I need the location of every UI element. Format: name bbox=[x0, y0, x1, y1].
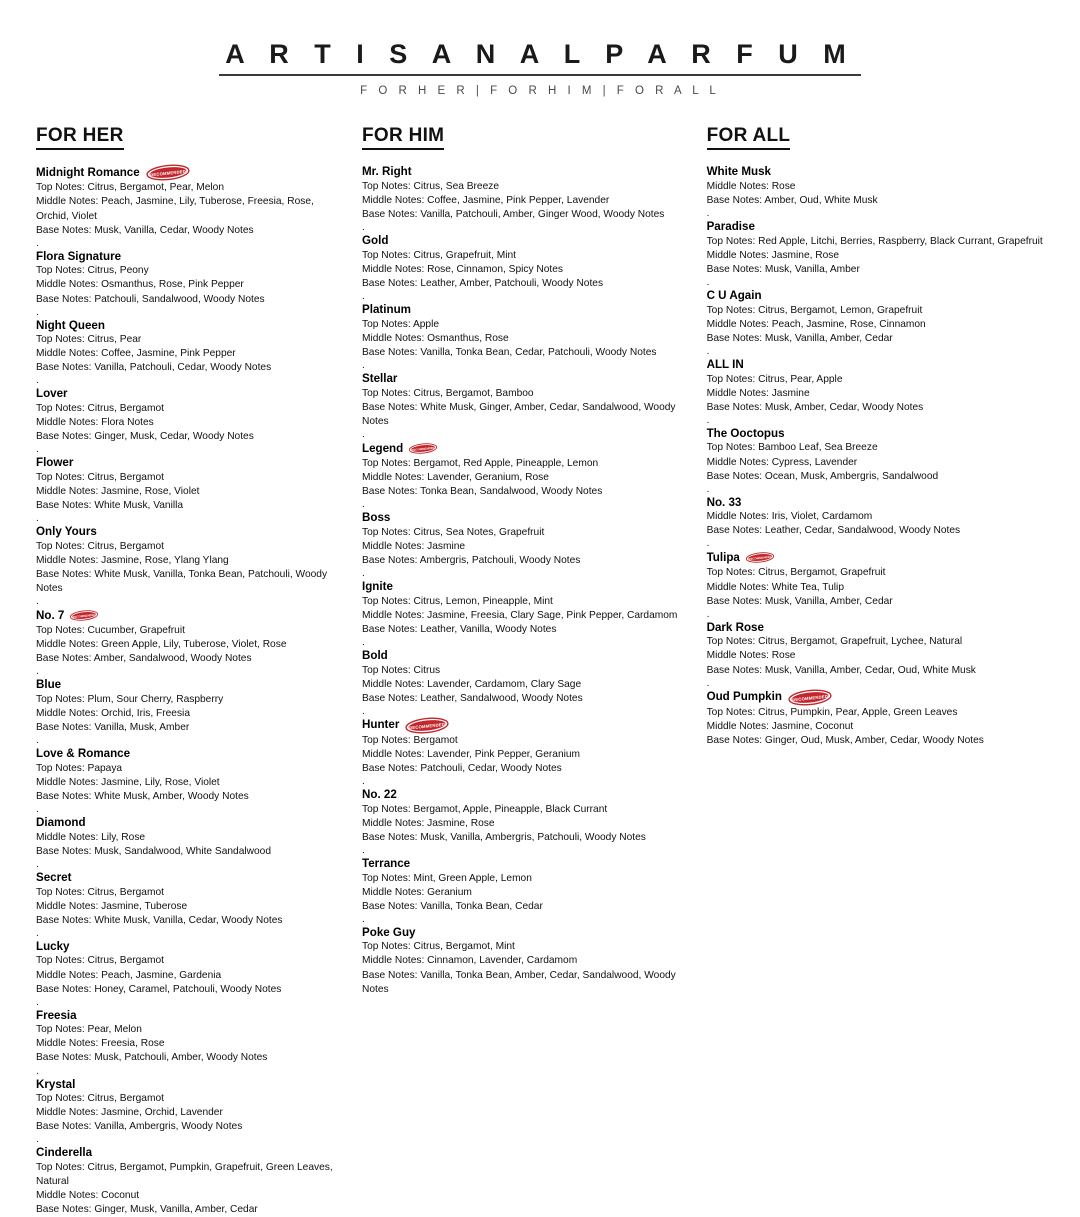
product-name-label: Oud Pumpkin bbox=[706, 690, 782, 704]
product-note-line: Top Notes: Citrus, Bergamot, Grapefruit, Lychee, Natural bbox=[706, 636, 963, 648]
product-note-line: Top Notes: Citrus, Pear bbox=[36, 334, 142, 346]
product-note-line: Base Notes: Ocean, Musk, Ambergris, Sandalwood bbox=[706, 470, 939, 482]
product-name-label: Hunter bbox=[362, 718, 400, 732]
product-note-line: Middle Notes: Cypress, Lavender bbox=[706, 456, 858, 468]
entry-separator: . bbox=[36, 306, 39, 318]
entry-separator: . bbox=[36, 596, 39, 608]
product-name bbox=[362, 510, 693, 526]
product-name bbox=[362, 648, 693, 664]
product-note-line: Base Notes: White Musk, Vanilla, Cedar, Woody Notes bbox=[36, 914, 283, 926]
product-note-line: Base Notes: Musk, Vanilla, Amber, Cedar, Oud, White Musk bbox=[706, 664, 976, 676]
product-entry bbox=[707, 219, 1044, 288]
product-note-line: Top Notes: Citrus bbox=[362, 664, 441, 676]
product-note-line: Base Notes: Ginger, Oud, Musk, Amber, Cedar, Woody Notes bbox=[706, 734, 984, 746]
column-title-for-all: FOR ALL bbox=[707, 125, 791, 150]
product-note-line: Base Notes: White Musk, Vanilla bbox=[36, 500, 184, 512]
product-name-label: The Ooctopus bbox=[706, 426, 785, 440]
product-note-line: Top Notes: Citrus, Pear, Apple bbox=[706, 373, 843, 385]
product-note-line: Top Notes: Citrus, Bergamot bbox=[36, 403, 164, 415]
product-note-line: Middle Notes: Jasmine, Rose bbox=[706, 249, 840, 261]
entry-separator: . bbox=[36, 858, 39, 870]
column-for-her bbox=[36, 125, 362, 1217]
product-note-line: Middle Notes: Jasmine, Freesia, Clary Sage, Pink Pepper, Cardamom bbox=[362, 609, 678, 621]
product-note-line: Base Notes: Vanilla, Ambergris, Woody Notes bbox=[36, 1121, 243, 1133]
product-entry bbox=[707, 620, 1044, 689]
product-entry bbox=[707, 288, 1044, 357]
product-name bbox=[36, 455, 348, 471]
product-note-line: Top Notes: Citrus, Bergamot bbox=[36, 886, 164, 898]
entry-separator: . bbox=[36, 804, 39, 816]
entry-separator: . bbox=[36, 375, 39, 387]
product-entry bbox=[36, 746, 348, 815]
product-entry bbox=[707, 495, 1044, 550]
product-note-line: Top Notes: Mint, Green Apple, Lemon bbox=[362, 872, 532, 884]
product-name-label: Freesia bbox=[36, 1008, 77, 1022]
column-title-for-her: FOR HER bbox=[36, 125, 124, 150]
product-note-line: Top Notes: Plum, Sour Cherry, Raspberry bbox=[36, 694, 224, 706]
product-name bbox=[36, 677, 348, 693]
product-entry bbox=[36, 249, 348, 318]
entry-separator: . bbox=[706, 277, 710, 289]
product-note-line: Top Notes: Red Apple, Litchi, Berries, Raspberry, Black Currant, Grapefruit bbox=[706, 235, 1043, 247]
product-note-line: Top Notes: Bergamot bbox=[362, 734, 458, 746]
product-name-label: Cinderella bbox=[36, 1146, 93, 1160]
product-note-line: Top Notes: Citrus, Bergamot, Pear, Melon bbox=[36, 182, 224, 194]
svg-text:RECOMMENDED: RECOMMENDED bbox=[411, 446, 436, 452]
product-note-line: Base Notes: Vanilla, Tonka Bean, Cedar bbox=[362, 900, 543, 912]
product-name bbox=[707, 219, 1044, 235]
entry-separator: . bbox=[36, 927, 39, 939]
entry-separator: . bbox=[706, 414, 710, 426]
entry-separator: . bbox=[362, 636, 365, 648]
entry-separator: . bbox=[362, 222, 365, 234]
recommended-badge bbox=[69, 607, 99, 624]
product-name-label: Lover bbox=[36, 387, 68, 401]
product-entry bbox=[36, 1145, 348, 1217]
product-note-line: Top Notes: Citrus, Pumpkin, Pear, Apple, Green Leaves bbox=[706, 706, 958, 718]
product-name bbox=[36, 1145, 348, 1161]
product-name-label: White Musk bbox=[706, 165, 771, 179]
product-note-line: Middle Notes: Cinnamon, Lavender, Cardamom bbox=[362, 955, 578, 967]
product-note-line: Base Notes: Patchouli, Sandalwood, Woody Notes bbox=[36, 293, 265, 305]
product-note-line: Base Notes: Vanilla, Tonka Bean, Cedar, Patchouli, Woody Notes bbox=[362, 346, 657, 358]
product-name-label: Lucky bbox=[36, 939, 70, 953]
product-note-line: Middle Notes: Peach, Jasmine, Gardenia bbox=[36, 969, 222, 981]
product-name-label: No. 7 bbox=[36, 608, 65, 622]
product-note-line: Base Notes: Musk, Vanilla, Amber, Cedar bbox=[706, 332, 893, 344]
product-name bbox=[362, 925, 693, 941]
product-note-line: Top Notes: Citrus, Lemon, Pineapple, Mint bbox=[362, 595, 553, 607]
svg-text:RECOMMENDED: RECOMMENDED bbox=[72, 613, 97, 620]
entry-separator: . bbox=[706, 483, 710, 495]
product-note-line: Middle Notes: Lavender, Pink Pepper, Geranium bbox=[362, 748, 581, 760]
product-name-label: Platinum bbox=[362, 303, 411, 317]
entry-separator: . bbox=[706, 677, 710, 689]
product-entry bbox=[36, 164, 348, 248]
product-note-line: Base Notes: Patchouli, Cedar, Woody Notes bbox=[362, 762, 562, 774]
product-note-line: Base Notes: Leather, Sandalwood, Woody Notes bbox=[362, 692, 583, 704]
product-entry bbox=[36, 1008, 348, 1077]
product-entry bbox=[362, 787, 693, 856]
product-note-line: Top Notes: Citrus, Bergamot, Mint bbox=[362, 941, 515, 953]
product-note-line: Top Notes: Citrus, Grapefruit, Mint bbox=[362, 249, 516, 261]
product-note-line: Top Notes: Citrus, Peony bbox=[36, 265, 149, 277]
product-name bbox=[362, 787, 693, 803]
product-entry bbox=[36, 386, 348, 455]
product-name-label: Diamond bbox=[36, 816, 86, 830]
product-name bbox=[707, 549, 1044, 566]
product-note-line: Base Notes: Musk, Amber, Cedar, Woody Notes bbox=[706, 401, 924, 413]
svg-text:RECOMMENDED: RECOMMENDED bbox=[791, 693, 829, 703]
page-header bbox=[0, 0, 1080, 97]
product-note-line: Base Notes: White Musk, Amber, Woody Notes bbox=[36, 791, 249, 803]
entry-separator: . bbox=[362, 844, 365, 856]
product-note-line: Base Notes: Musk, Vanilla, Amber, Cedar bbox=[706, 595, 893, 607]
product-name bbox=[362, 164, 693, 180]
product-note-line: Base Notes: Musk, Vanilla, Amber bbox=[706, 263, 860, 275]
svg-text:RECOMMENDED: RECOMMENDED bbox=[409, 721, 446, 731]
entry-separator: . bbox=[362, 568, 365, 579]
product-note-line: Top Notes: Apple bbox=[362, 318, 440, 330]
product-note-line: Top Notes: Citrus, Bergamot bbox=[36, 540, 164, 552]
product-name bbox=[362, 856, 693, 872]
product-name-label: No. 22 bbox=[362, 787, 397, 801]
product-entry bbox=[362, 302, 693, 371]
product-name-label: Stellar bbox=[362, 372, 398, 386]
product-note-line: Middle Notes: Jasmine, Coconut bbox=[706, 720, 854, 732]
product-note-line: Middle Notes: Geranium bbox=[362, 886, 472, 898]
product-name-label: Dark Rose bbox=[706, 620, 764, 634]
product-name-label: Mr. Right bbox=[362, 165, 412, 179]
product-note-line: Base Notes: Musk, Sandalwood, White Sandalwood bbox=[36, 845, 272, 857]
entry-separator: . bbox=[362, 775, 365, 787]
product-note-line: Base Notes: Vanilla, Tonka Bean, Amber, Cedar, Sandalwood, Woody Notes bbox=[362, 969, 676, 995]
product-name-label: Midnight Romance bbox=[36, 166, 140, 180]
product-name-label: Blue bbox=[36, 678, 62, 692]
product-name bbox=[36, 249, 348, 265]
product-entry bbox=[362, 579, 693, 648]
entry-separator: . bbox=[36, 444, 39, 456]
product-note-line: Middle Notes: Rose bbox=[706, 650, 796, 662]
product-name-label: Ignite bbox=[362, 580, 393, 593]
entry-separator: . bbox=[362, 913, 365, 925]
product-name bbox=[707, 495, 1044, 511]
product-note-line: Top Notes: Bamboo Leaf, Sea Breeze bbox=[706, 442, 878, 454]
product-name bbox=[707, 689, 1044, 706]
product-note-line: Middle Notes: Jasmine, Tuberose bbox=[36, 900, 188, 912]
product-note-line: Middle Notes: Rose, Cinnamon, Spicy Notes bbox=[362, 263, 564, 275]
product-note-line: Base Notes: Ginger, Musk, Cedar, Woody Notes bbox=[36, 431, 254, 443]
product-note-line: Top Notes: Pear, Melon bbox=[36, 1024, 142, 1036]
recommended-badge bbox=[745, 549, 775, 566]
product-note-line: Middle Notes: Osmanthus, Rose bbox=[362, 332, 509, 344]
entry-separator: . bbox=[36, 996, 39, 1008]
product-entry bbox=[36, 870, 348, 939]
column-title-for-him: FOR HIM bbox=[362, 125, 444, 150]
product-note-line: Base Notes: Leather, Cedar, Sandalwood, Woody Notes bbox=[706, 525, 961, 537]
product-name bbox=[36, 386, 348, 402]
product-entry bbox=[362, 717, 693, 787]
product-entry bbox=[362, 233, 693, 302]
product-note-line: Middle Notes: Coffee, Jasmine, Pink Pepper bbox=[36, 348, 236, 360]
product-note-line: Top Notes: Citrus, Bergamot bbox=[36, 955, 164, 967]
product-name bbox=[36, 607, 348, 624]
product-name-label: Bold bbox=[362, 648, 388, 662]
product-name-label: C U Again bbox=[706, 289, 762, 303]
product-note-line: Top Notes: Citrus, Sea Notes, Grapefruit bbox=[362, 526, 545, 538]
product-name-label: Flora Signature bbox=[36, 249, 122, 263]
product-note-line: Base Notes: Ambergris, Patchouli, Woody Notes bbox=[362, 554, 581, 566]
product-name-label: Boss bbox=[362, 511, 391, 525]
product-note-line: Base Notes: Ginger, Musk, Vanilla, Amber, Cedar bbox=[36, 1204, 258, 1216]
product-name bbox=[707, 288, 1044, 304]
product-name bbox=[362, 717, 693, 734]
product-note-line: Top Notes: Bergamot, Apple, Pineapple, Black Currant bbox=[362, 803, 608, 815]
product-note-line: Middle Notes: Iris, Violet, Cardamom bbox=[706, 511, 873, 523]
product-name-label: Only Yours bbox=[36, 525, 97, 539]
entry-separator: . bbox=[362, 499, 365, 511]
product-entry bbox=[36, 607, 348, 677]
product-name-label: Gold bbox=[362, 234, 389, 248]
product-name-label: Secret bbox=[36, 870, 72, 884]
entry-separator: . bbox=[362, 360, 365, 372]
product-note-line: Middle Notes: Lavender, Cardamom, Clary Sage bbox=[362, 678, 582, 690]
product-note-line: Top Notes: Citrus, Bergamot, Lemon, Grapefruit bbox=[706, 304, 923, 316]
product-entry bbox=[707, 357, 1044, 426]
product-note-line: Middle Notes: Jasmine bbox=[362, 540, 466, 552]
product-name bbox=[36, 746, 348, 762]
product-note-line: Base Notes: Musk, Vanilla, Ambergris, Patchouli, Woody Notes bbox=[362, 831, 646, 843]
product-note-line: Base Notes: Vanilla, Patchouli, Cedar, Woody Notes bbox=[36, 362, 272, 374]
product-name bbox=[36, 1008, 348, 1024]
product-note-line: Top Notes: Citrus, Bergamot, Pumpkin, Grapefruit, Green Leaves, Natural bbox=[36, 1162, 333, 1188]
product-note-line: Top Notes: Citrus, Bergamot, Grapefruit bbox=[706, 567, 886, 579]
product-note-line: Base Notes: Amber, Sandalwood, Woody Notes bbox=[36, 653, 252, 665]
page-subtitle: F O R H E R | F O R H I M | F O R A L L bbox=[360, 85, 720, 98]
product-note-line: Top Notes: Bergamot, Red Apple, Pineapple, Lemon bbox=[362, 457, 599, 469]
product-name bbox=[362, 233, 693, 249]
product-note-line: Top Notes: Citrus, Bergamot bbox=[36, 471, 164, 483]
entry-separator: . bbox=[362, 428, 365, 440]
product-entry bbox=[36, 455, 348, 524]
product-entry bbox=[707, 426, 1044, 495]
product-name-label: Terrance bbox=[362, 856, 411, 870]
product-name-label: Poke Guy bbox=[362, 925, 416, 939]
product-note-line: Middle Notes: Coconut bbox=[36, 1190, 140, 1202]
product-name-label: Paradise bbox=[706, 220, 755, 234]
product-entry bbox=[36, 1077, 348, 1146]
entry-separator: . bbox=[36, 237, 39, 249]
product-name-label: Night Queen bbox=[36, 318, 105, 332]
entry-separator: . bbox=[706, 608, 710, 620]
product-name bbox=[362, 579, 693, 595]
product-name-label: Love & Romance bbox=[36, 747, 131, 761]
product-entry bbox=[362, 371, 693, 440]
product-name-label: Tulipa bbox=[706, 551, 740, 565]
column-for-all bbox=[707, 125, 1044, 747]
product-note-line: Middle Notes: Freesia, Rose bbox=[36, 1038, 165, 1050]
product-entry bbox=[362, 856, 693, 925]
product-entry bbox=[36, 815, 348, 870]
product-entry bbox=[707, 689, 1044, 748]
product-note-line: Top Notes: Citrus, Bergamot, Bamboo bbox=[362, 387, 534, 399]
entry-separator: . bbox=[706, 538, 710, 550]
product-note-line: Middle Notes: Jasmine, Rose, Violet bbox=[36, 486, 200, 498]
product-name bbox=[36, 1077, 348, 1093]
product-name bbox=[36, 815, 348, 831]
svg-text:RECOMMENDED: RECOMMENDED bbox=[748, 556, 772, 562]
product-note-line: Base Notes: Tonka Bean, Sandalwood, Woody Notes bbox=[362, 486, 603, 498]
product-entry bbox=[36, 677, 348, 746]
product-note-line: Middle Notes: Orchid, Iris, Freesia bbox=[36, 708, 190, 720]
product-note-line: Base Notes: White Musk, Vanilla, Tonka Bean, Patchouli, Woody Notes bbox=[36, 569, 328, 595]
entry-separator: . bbox=[362, 291, 365, 303]
product-note-line: Middle Notes: Peach, Jasmine, Lily, Tuberose, Freesia, Rose, Orchid, Violet bbox=[36, 196, 314, 222]
product-entry bbox=[362, 510, 693, 579]
catalog-columns bbox=[0, 97, 1080, 1217]
product-note-line: Middle Notes: Jasmine, Orchid, Lavender bbox=[36, 1107, 223, 1119]
recommended-badge bbox=[408, 440, 438, 457]
product-name bbox=[707, 620, 1044, 636]
product-note-line: Middle Notes: Osmanthus, Rose, Pink Pepper bbox=[36, 279, 244, 291]
product-note-line: Top Notes: Papaya bbox=[36, 762, 123, 774]
product-note-line: Base Notes: Musk, Vanilla, Cedar, Woody Notes bbox=[36, 224, 254, 236]
product-note-line: Middle Notes: Jasmine bbox=[706, 387, 810, 399]
recommended-badge bbox=[145, 164, 191, 181]
product-name bbox=[36, 524, 348, 540]
product-entry bbox=[362, 164, 693, 233]
product-name bbox=[362, 440, 693, 457]
product-name bbox=[362, 302, 693, 318]
product-note-line: Base Notes: White Musk, Ginger, Amber, Cedar, Sandalwood, Woody Notes bbox=[362, 401, 676, 427]
product-name-label: Legend bbox=[362, 441, 404, 455]
product-note-line: Middle Notes: White Tea, Tulip bbox=[706, 581, 844, 593]
product-entry bbox=[707, 549, 1044, 619]
product-note-line: Middle Notes: Peach, Jasmine, Rose, Cinnamon bbox=[706, 318, 926, 330]
product-note-line: Middle Notes: Rose bbox=[706, 181, 796, 193]
svg-text:RECOMMENDED: RECOMMENDED bbox=[149, 169, 186, 178]
product-note-line: Middle Notes: Lavender, Geranium, Rose bbox=[362, 471, 549, 483]
product-entry bbox=[36, 318, 348, 387]
recommended-badge bbox=[787, 689, 833, 706]
product-name bbox=[36, 318, 348, 334]
product-entry bbox=[362, 648, 693, 717]
product-note-line: Middle Notes: Coffee, Jasmine, Pink Pepper, Lavender bbox=[362, 195, 610, 207]
recommended-badge bbox=[404, 717, 450, 734]
product-name-label: Krystal bbox=[36, 1077, 76, 1091]
product-name bbox=[707, 164, 1044, 180]
product-name bbox=[36, 870, 348, 886]
column-for-him bbox=[362, 125, 707, 996]
product-note-line: Base Notes: Honey, Caramel, Patchouli, Woody Notes bbox=[36, 983, 282, 995]
product-note-line: Base Notes: Leather, Amber, Patchouli, Woody Notes bbox=[362, 278, 604, 290]
product-name bbox=[36, 164, 348, 181]
product-name bbox=[362, 371, 693, 387]
product-entry bbox=[362, 440, 693, 510]
product-name bbox=[707, 426, 1044, 442]
page-title: A R T I S A N A L P A R F U M bbox=[219, 38, 861, 76]
product-note-line: Base Notes: Vanilla, Musk, Amber bbox=[36, 722, 190, 734]
product-entry bbox=[362, 925, 693, 997]
product-entry bbox=[707, 164, 1044, 219]
product-note-line: Middle Notes: Jasmine, Rose, Ylang Ylang bbox=[36, 554, 229, 566]
entry-separator: . bbox=[706, 345, 710, 357]
product-entry bbox=[36, 939, 348, 1008]
product-name-label: Flower bbox=[36, 456, 74, 470]
product-note-line: Middle Notes: Jasmine, Rose bbox=[362, 817, 495, 829]
product-name-label: ALL IN bbox=[706, 357, 744, 371]
entry-separator: . bbox=[36, 513, 39, 525]
product-note-line: Base Notes: Vanilla, Patchouli, Amber, Ginger Wood, Woody Notes bbox=[362, 209, 665, 221]
product-note-line: Middle Notes: Flora Notes bbox=[36, 417, 154, 429]
product-name bbox=[707, 357, 1044, 373]
entry-separator: . bbox=[36, 1065, 39, 1077]
product-note-line: Base Notes: Leather, Vanilla, Woody Notes bbox=[362, 623, 557, 635]
entry-separator: . bbox=[36, 1134, 39, 1146]
product-note-line: Middle Notes: Jasmine, Lily, Rose, Violet bbox=[36, 776, 220, 788]
entry-separator: . bbox=[36, 735, 39, 747]
product-note-line: Middle Notes: Lily, Rose bbox=[36, 831, 146, 843]
product-note-line: Base Notes: Amber, Oud, White Musk bbox=[706, 195, 878, 207]
product-name bbox=[36, 939, 348, 955]
product-note-line: Middle Notes: Green Apple, Lily, Tuberose, Violet, Rose bbox=[36, 639, 287, 651]
product-name-label: No. 33 bbox=[706, 495, 742, 509]
product-note-line: Top Notes: Citrus, Bergamot bbox=[36, 1093, 164, 1105]
entry-separator: . bbox=[706, 208, 710, 220]
entry-separator: . bbox=[36, 666, 39, 678]
product-note-line: Base Notes: Musk, Patchouli, Amber, Woody Notes bbox=[36, 1052, 268, 1064]
product-entry bbox=[36, 524, 348, 607]
product-note-line: Top Notes: Citrus, Sea Breeze bbox=[362, 181, 500, 193]
product-note-line: Top Notes: Cucumber, Grapefruit bbox=[36, 625, 185, 637]
entry-separator: . bbox=[362, 705, 365, 717]
